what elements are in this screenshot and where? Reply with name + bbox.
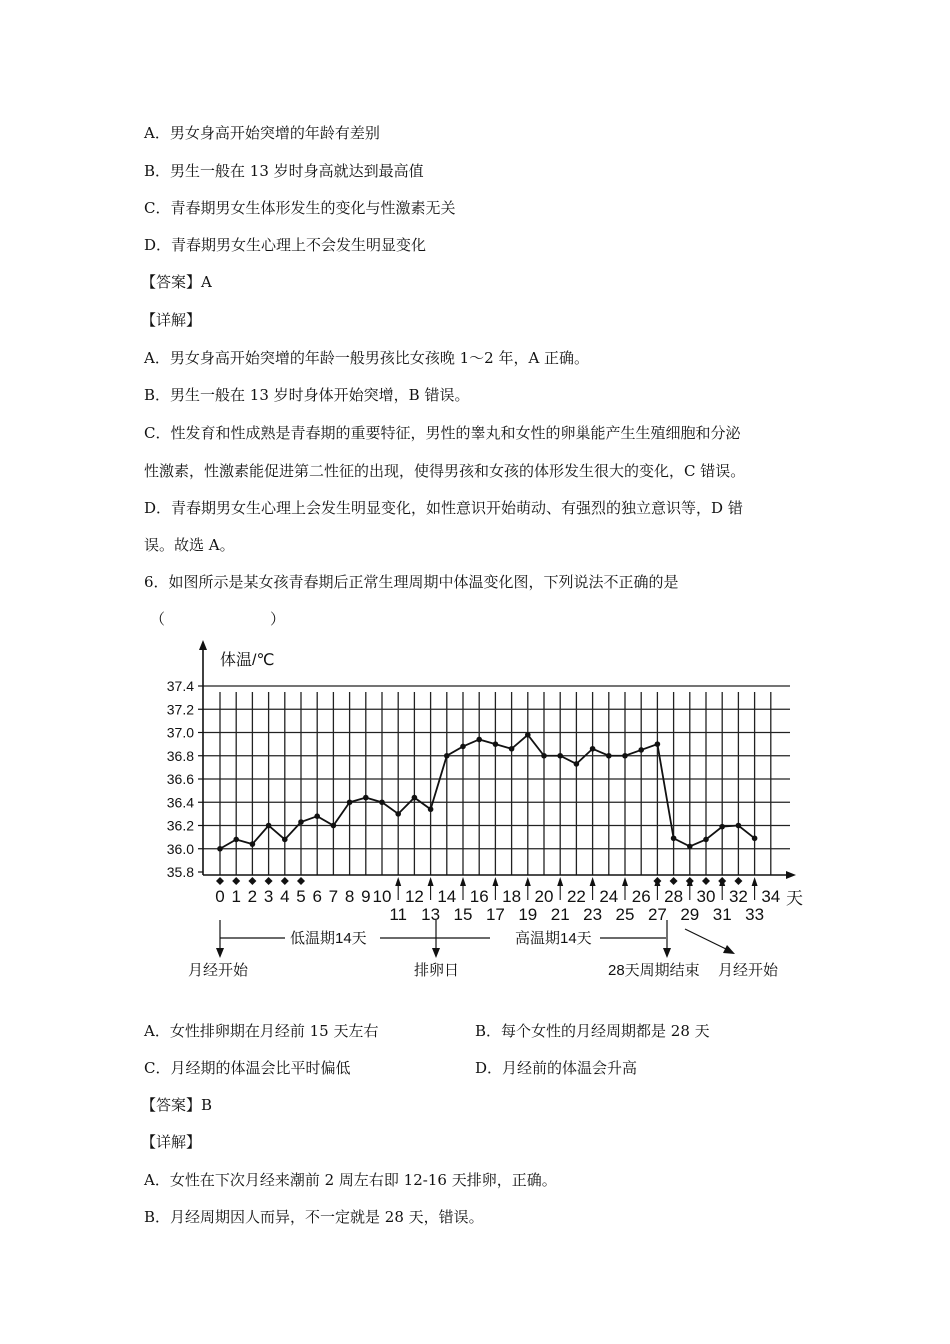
q5-option-a: A．男女身高开始突增的年龄有差别 — [144, 124, 380, 142]
q5-detail-line: A．男女身高开始突增的年龄一般男孩比女孩晚 1～2 年，A 正确。 — [144, 349, 590, 367]
x-tick-label: 8 — [344, 887, 355, 906]
q5-answer: 【答案】A — [141, 273, 212, 291]
data-point — [314, 813, 320, 819]
data-point — [493, 741, 499, 747]
x-tick-label: 1 — [231, 887, 241, 906]
x-tick-arrowhead — [590, 877, 596, 886]
data-point — [638, 747, 644, 753]
diamond-marker — [265, 877, 273, 885]
x-tick-label: 34 — [761, 887, 781, 906]
y-tick-label: 37.4 — [166, 678, 194, 694]
y-tick-label: 37.0 — [166, 724, 194, 741]
data-point — [509, 746, 515, 752]
cycle-end-arrowhead — [663, 948, 671, 958]
diamond-marker — [232, 877, 240, 885]
x-tick-label: 6 — [312, 887, 322, 906]
x-tick-label: 11 — [389, 905, 408, 924]
data-point — [736, 823, 742, 829]
menses-start-arrowhead — [216, 948, 224, 958]
q6-option-a: A．女性排卵期在月经前 15 天左右 — [144, 1022, 379, 1040]
x-tick-label: 5 — [296, 887, 306, 906]
diamond-marker — [670, 877, 678, 885]
diamond-marker — [248, 877, 256, 885]
temperature-chart — [140, 632, 820, 982]
q6-detail-line: A．女性在下次月经来潮前 2 周左右即 12-16 天排卵，正确。 — [144, 1171, 557, 1189]
x-tick-arrowhead — [622, 877, 628, 886]
q6-stem: 6．如图所示是某女孩青春期后正常生理周期中体温变化图，下列说法不正确的是 — [144, 573, 679, 591]
q5-detail-line: B．男生一般在 13 岁时身体开始突增，B 错误。 — [144, 386, 470, 404]
data-point — [525, 732, 531, 738]
x-tick-label: 15 — [453, 905, 473, 924]
x-tick-label: 16 — [469, 887, 489, 906]
x-tick-label: 4 — [280, 887, 290, 906]
data-point — [379, 799, 385, 805]
chart-grid — [203, 686, 790, 875]
x-tick-label: 29 — [680, 905, 700, 924]
ovulation-label: 排卵日 — [414, 962, 460, 979]
data-point — [622, 753, 628, 759]
q6-answer-blank: （ ） — [150, 610, 286, 628]
data-point — [476, 737, 482, 743]
y-tick-label: 37.2 — [166, 701, 194, 718]
data-point — [233, 837, 239, 843]
q5-option-d: D．青春期男女生心理上不会发生明显变化 — [144, 236, 427, 254]
x-tick-label: 2 — [247, 887, 258, 906]
menses-start-2-arrowhead — [723, 945, 735, 954]
data-point — [703, 837, 709, 843]
x-tick-label: 21 — [550, 905, 570, 924]
q6-detail-heading: 【详解】 — [141, 1133, 202, 1151]
x-tick-label: 3 — [263, 887, 274, 906]
menses-start-2-label: 月经开始 — [718, 962, 779, 979]
x-tick-label: 33 — [745, 905, 765, 924]
x-tick-label: 25 — [615, 905, 635, 924]
x-tick-arrowhead — [752, 877, 758, 886]
data-point — [250, 841, 256, 847]
x-tick-label: 28 — [664, 887, 684, 906]
diamond-marker — [281, 877, 289, 885]
x-tick-label: 30 — [696, 887, 716, 906]
menses-start-label: 月经开始 — [188, 962, 249, 979]
x-tick-label: 9 — [361, 887, 371, 906]
diamond-marker — [216, 877, 224, 885]
x-tick-label: 0 — [215, 887, 225, 906]
x-tick-label: 23 — [583, 905, 603, 924]
x-tick-label: 17 — [485, 905, 505, 924]
x-tick-label: 18 — [502, 887, 522, 906]
data-point — [412, 795, 418, 801]
q6-detail-line: B．月经周期因人而异，不一定就是 28 天，错误。 — [144, 1208, 484, 1226]
x-tick-arrowhead — [395, 877, 401, 886]
data-point — [395, 811, 401, 817]
q6-option-b: B．每个女性的月经周期都是 28 天 — [475, 1022, 710, 1040]
data-point — [217, 846, 223, 852]
diamond-marker — [702, 877, 710, 885]
q5-detail-line: C．性发育和性成熟是青春期的重要特征，男性的睾丸和女性的卵巢能产生生殖细胞和分泌 — [144, 424, 741, 442]
data-point — [606, 753, 612, 759]
q5-detail-line: 性激素，性激素能促进第二性征的出现，使得男孩和女孩的体形发生很大的变化，C 错误。 — [144, 462, 746, 480]
x-tick-label: 26 — [631, 887, 651, 906]
x-axis-arrow — [786, 871, 796, 879]
y-axis-label: 体温/℃ — [220, 652, 275, 669]
ovulation-arrowhead — [432, 948, 440, 958]
data-point — [574, 761, 580, 767]
q5-option-c: C．青春期男女生体形发生的变化与性激素无关 — [144, 199, 456, 217]
menses-start-2-arrow — [685, 929, 728, 950]
y-tick-label: 36.8 — [166, 747, 194, 764]
y-tick-label: 36.0 — [166, 840, 194, 857]
data-point — [428, 806, 434, 812]
q5-option-b: B．男生一般在 13 岁时身高就达到最高值 — [144, 162, 424, 180]
data-point — [557, 753, 563, 759]
diamond-marker — [297, 877, 305, 885]
temperature-series — [217, 732, 757, 852]
x-tick-label: 13 — [421, 905, 441, 924]
q5-detail-line: D．青春期男女生心理上会发生明显变化，如性意识开始萌动、有强烈的独立意识等，D 错 — [144, 499, 743, 517]
y-ticks — [167, 678, 203, 880]
data-point — [331, 823, 337, 829]
high-period-label: 高温期14天 — [515, 930, 592, 947]
x-tick-label: 7 — [328, 887, 339, 906]
data-point — [671, 835, 677, 841]
x-tick-label: 32 — [728, 887, 748, 906]
data-point — [266, 823, 272, 829]
q6-option-c: C．月经期的体温会比平时偏低 — [144, 1059, 351, 1077]
data-point — [444, 753, 450, 759]
data-point — [752, 835, 758, 841]
x-tick-arrowhead — [557, 877, 563, 886]
data-point — [460, 744, 466, 750]
data-point — [590, 746, 596, 752]
cycle-end-label: 28天周期结束 — [608, 962, 700, 979]
data-point — [655, 741, 661, 747]
data-point — [541, 753, 547, 759]
x-tick-label: 31 — [712, 905, 732, 924]
data-point — [298, 819, 304, 825]
x-tick-label: 12 — [404, 887, 424, 906]
low-period-label: 低温期14天 — [290, 930, 367, 947]
q6-answer: 【答案】B — [141, 1096, 213, 1114]
diamond-markers — [216, 877, 742, 885]
x-tick-label: 22 — [566, 887, 586, 906]
x-tick-label: 10 — [372, 887, 392, 906]
y-tick-label: 35.8 — [166, 864, 194, 880]
data-point — [282, 837, 288, 843]
x-ticks — [215, 887, 780, 924]
y-tick-label: 36.6 — [166, 771, 194, 787]
y-axis-arrow — [199, 640, 207, 650]
x-tick-label: 20 — [534, 887, 554, 906]
x-axis-label: 天 — [786, 889, 803, 908]
q6-option-d: D．月经前的体温会升高 — [475, 1059, 638, 1077]
x-tick-label: 14 — [437, 887, 457, 906]
x-tick-arrowhead — [460, 877, 466, 886]
x-tick-label: 19 — [518, 905, 538, 924]
data-point — [719, 824, 725, 830]
q5-detail-line: 误。故选 A。 — [144, 536, 235, 554]
data-point — [363, 795, 369, 801]
x-tick-arrowhead — [525, 877, 531, 886]
y-tick-label: 36.2 — [166, 817, 194, 834]
x-tick-arrowhead — [428, 877, 434, 886]
temperature-line — [220, 735, 755, 849]
y-tick-label: 36.4 — [166, 794, 194, 811]
q5-detail-heading: 【详解】 — [141, 311, 202, 329]
data-point — [347, 799, 353, 805]
data-point — [687, 844, 693, 850]
x-tick-label: 24 — [599, 887, 619, 906]
x-tick-arrowhead — [492, 877, 498, 886]
diamond-marker — [734, 877, 742, 885]
x-tick-label: 27 — [647, 905, 667, 924]
